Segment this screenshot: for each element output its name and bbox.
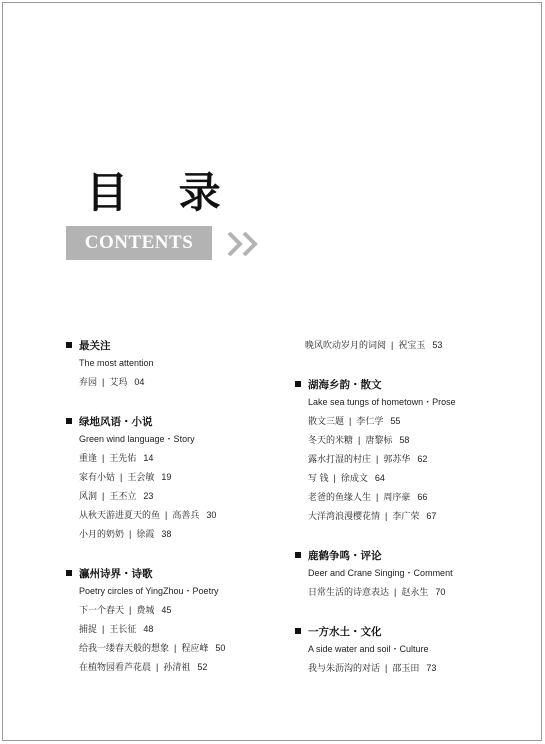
section-title: 最关注: [79, 339, 111, 352]
entry-title: 在植物园看芦花晨: [79, 662, 152, 672]
separator: |: [102, 377, 105, 387]
entry-page: 66: [417, 492, 428, 502]
entry-title: 风洞: [79, 491, 98, 501]
section-subtitle: A side water and soil・Culture: [308, 644, 429, 654]
entry-author: 李广荣: [392, 511, 420, 521]
separator: |: [385, 663, 388, 673]
contents-banner: [66, 226, 212, 260]
separator: |: [156, 662, 159, 672]
section-title: 鹿鹤争鸣・评论: [308, 549, 382, 562]
entry-page: 70: [435, 587, 446, 597]
entry-author: 王会敏: [127, 472, 155, 482]
entry-page: 62: [417, 454, 428, 464]
toc-entry[interactable]: [79, 658, 276, 677]
entry-author: 赵永生: [401, 587, 429, 597]
entry-title: 露水打湿的村庄: [308, 454, 372, 464]
entry-author: 艾玛: [109, 377, 128, 387]
entry-page: 30: [206, 510, 217, 520]
entry-title: 下一个春天: [79, 605, 125, 615]
separator: |: [102, 624, 105, 634]
square-bullet-icon: [295, 552, 301, 558]
toc-entry[interactable]: [308, 469, 510, 488]
entry-author: 王丕立: [109, 491, 137, 501]
entry-title: 从秋天游进夏天的鱼: [79, 510, 161, 520]
toc-right-column: [295, 336, 510, 698]
toc-section-poetry: [66, 564, 276, 677]
separator: |: [165, 510, 168, 520]
toc-section-prose: [295, 375, 510, 526]
toc-entry[interactable]: [308, 412, 510, 431]
separator: |: [102, 453, 105, 463]
toc-entry[interactable]: [308, 507, 510, 526]
toc-section-most-attention: [66, 336, 276, 392]
entry-author: 高善兵: [172, 510, 200, 520]
toc-section-comment: [295, 546, 510, 602]
section-subtitle: Green wind language・Story: [79, 434, 195, 444]
separator: |: [102, 491, 105, 501]
toc-entry[interactable]: [308, 488, 510, 507]
section-header: [66, 412, 276, 430]
separator: |: [376, 454, 379, 464]
entry-page: 19: [161, 472, 172, 482]
square-bullet-icon: [295, 381, 301, 387]
toc-entry[interactable]: [79, 449, 276, 468]
entry-page: 52: [197, 662, 208, 672]
entry-title: 日常生活的诗意表达: [308, 587, 390, 597]
section-header: [66, 336, 276, 354]
toc-entry[interactable]: [79, 487, 276, 506]
section-subtitle: The most attention: [79, 358, 154, 368]
entry-title: 给我一缕春天般的想象: [79, 643, 170, 653]
section-title: 瀛州诗界・诗歌: [79, 567, 153, 580]
toc-entry[interactable]: [79, 639, 276, 658]
entry-author: 祝宝玉: [398, 340, 426, 350]
entry-page: 55: [390, 416, 401, 426]
entry-page: 58: [399, 435, 410, 445]
entry-title: 家有小姑: [79, 472, 116, 482]
toc-entry[interactable]: [79, 525, 276, 544]
section-header: [295, 375, 510, 393]
square-bullet-icon: [295, 628, 301, 634]
entry-author: 周序豪: [383, 492, 411, 502]
section-title: 一方水土・文化: [308, 625, 382, 638]
separator: |: [129, 605, 132, 615]
entry-page: 38: [161, 529, 172, 539]
entry-title: 重逢: [79, 453, 98, 463]
entry-author: 李仁学: [356, 416, 384, 426]
entry-author: 徐成文: [340, 473, 368, 483]
toc-entry[interactable]: [305, 336, 510, 355]
entry-page: 64: [374, 473, 385, 483]
entry-title: 老爸的鱼缘人生: [308, 492, 372, 502]
entry-title: 写 钱: [308, 473, 329, 483]
entry-author: 徐霞: [136, 529, 155, 539]
entry-page: 67: [426, 511, 437, 521]
separator: |: [349, 416, 352, 426]
entry-page: 45: [161, 605, 172, 615]
entry-title: 晚风吹动岁月的词阅: [305, 340, 387, 350]
entry-author: 唐黎标: [365, 435, 393, 445]
toc-entry[interactable]: [79, 601, 276, 620]
square-bullet-icon: [66, 418, 72, 424]
entry-author: 王长征: [109, 624, 137, 634]
square-bullet-icon: [66, 342, 72, 348]
toc-entry[interactable]: [79, 373, 276, 392]
section-subtitle: Lake sea tungs of hometown・Prose: [308, 397, 456, 407]
separator: |: [129, 529, 132, 539]
section-header: [295, 546, 510, 564]
entry-title: 冬天的米糖: [308, 435, 354, 445]
entry-author: 王先佑: [109, 453, 137, 463]
toc-left-column: [66, 336, 276, 697]
entry-page: 53: [432, 340, 443, 350]
separator: |: [358, 435, 361, 445]
square-bullet-icon: [66, 570, 72, 576]
toc-entry[interactable]: [308, 431, 510, 450]
entry-author: 邵玉田: [392, 663, 420, 673]
entry-author: 孙清祖: [163, 662, 191, 672]
entry-page: 48: [143, 624, 154, 634]
contents-label: CONTENTS: [84, 232, 194, 253]
entry-title: 弃园: [79, 377, 98, 387]
entry-author: 程应峰: [181, 643, 209, 653]
entry-page: 04: [134, 377, 145, 387]
separator: |: [376, 492, 379, 502]
section-subtitle: Deer and Crane Singing・Comment: [308, 568, 453, 578]
toc-entry[interactable]: [308, 450, 510, 469]
entry-title: 捕捉: [79, 624, 98, 634]
separator: |: [120, 472, 123, 482]
entry-author: 费城: [136, 605, 155, 615]
entry-page: 73: [426, 663, 437, 673]
entry-author: 郭苏华: [383, 454, 411, 464]
section-header: [295, 622, 510, 640]
toc-section-story: [66, 412, 276, 544]
section-title: 湖海乡韵・散文: [308, 378, 382, 391]
entry-page: 50: [215, 643, 226, 653]
entry-page: 14: [143, 453, 154, 463]
toc-entry[interactable]: [79, 468, 276, 487]
entry-title: 散文三题: [308, 416, 345, 426]
toc-entry[interactable]: [308, 659, 510, 678]
section-title: 绿地风语・小说: [79, 415, 153, 428]
toc-entry[interactable]: [308, 583, 510, 602]
entry-title: 小月的奶奶: [79, 529, 125, 539]
entry-page: 23: [143, 491, 154, 501]
separator: |: [174, 643, 177, 653]
entry-title: 大洋湾浪漫樱花情: [308, 511, 381, 521]
page-title: 目 录: [86, 168, 239, 217]
entry-title: 我与朱沥沟的对话: [308, 663, 381, 673]
double-chevron-right-icon: [227, 230, 261, 258]
separator: |: [391, 340, 394, 350]
section-header: [66, 564, 276, 582]
separator: |: [333, 473, 336, 483]
toc-entry[interactable]: [79, 620, 276, 639]
separator: |: [394, 587, 397, 597]
toc-section-culture: [295, 622, 510, 678]
toc-entry[interactable]: [79, 506, 276, 525]
separator: |: [385, 511, 388, 521]
section-subtitle: Poetry circles of YingZhou・Poetry: [79, 586, 219, 596]
